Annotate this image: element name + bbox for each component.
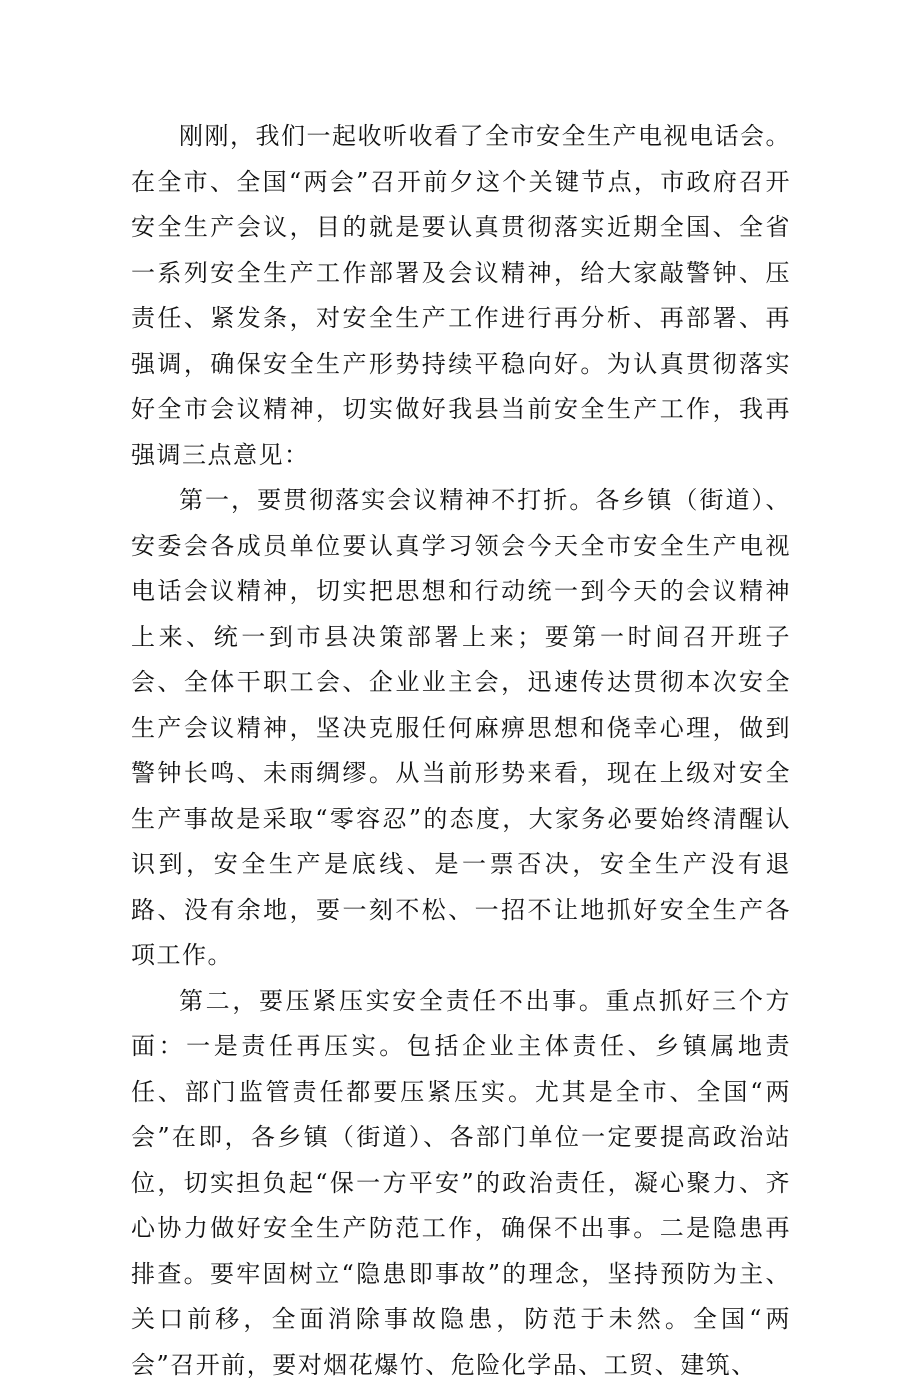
paragraph-point-one: 第一，要贯彻落实会议精神不打折。各乡镇（街道）、安委会各成员单位要认真学习领会今天全市安全生产电视电话会议精神，切实把思想和行动统一到今天的会议精神上来、统一到市县决策部署上来；要第一时间召开班子会、全体干职工会、企业业主会，迅速传达贯彻本次安全生产会议精神，坚决克服任何麻痹思想和侥幸心理，做到警钟长鸣、未雨绸缪。从当前形势来看，现在上级对安全生产事故是采取“零容忍”的态度，大家务必要始终清醒认识到，安全生产是底线、是一票否决，安全生产没有退路、没有余地，要一刻不松、一招不让地抓好安全生产各项工作。 [131, 478, 791, 979]
paragraph-point-two: 第二，要压紧压实安全责任不出事。重点抓好三个方面：一是责任再压实。包括企业主体责任、乡镇属地责任、部门监管责任都要压紧压实。尤其是全市、全国“两会”在即，各乡镇（街道）、各部门单位一定要提高政治站位，切实担负起“保一方平安”的政治责任，凝心聚力、齐心协力做好安全生产防范工作，确保不出事。二是隐患再排查。要牢固树立“隐患即事故”的理念，坚持预防为主、关口前移，全面消除事故隐患，防范于未然。全国“两会”召开前，要对烟花爆竹、危险化学品、工贸、建筑、 [131, 979, 791, 1388]
paragraph-intro: 刚刚，我们一起收听收看了全市安全生产电视电话会。在全市、全国“两会”召开前夕这个关键节点，市政府召开安全生产会议，目的就是要认真贯彻落实近期全国、全省一系列安全生产工作部署及会议精神，给大家敲警钟、压责任、紧发条，对安全生产工作进行再分析、再部署、再强调，确保安全生产形势持续平稳向好。为认真贯彻落实好全市会议精神，切实做好我县当前安全生产工作，我再强调三点意见： [131, 114, 791, 478]
document-body [131, 114, 791, 1388]
